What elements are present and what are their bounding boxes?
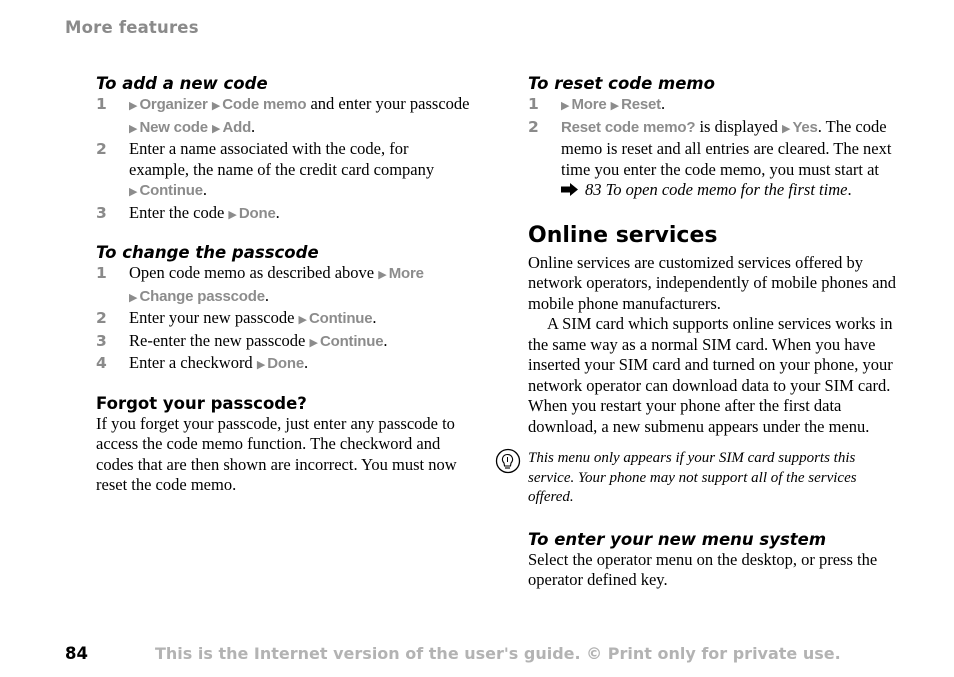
menu-item-label: Continue bbox=[139, 182, 203, 199]
step-text bbox=[129, 308, 471, 331]
menu-item-label: Continue bbox=[309, 310, 373, 327]
menu-item-label: Yes bbox=[792, 118, 818, 136]
step-number: 1 bbox=[96, 264, 107, 282]
menu-item-label: Organizer bbox=[139, 96, 208, 113]
menu-arrow-icon: ▶ bbox=[129, 100, 138, 112]
step-text bbox=[561, 117, 903, 201]
step-text bbox=[129, 139, 471, 203]
menu-arrow-icon: ▶ bbox=[129, 291, 138, 304]
menu-item-label: Reset code memo? bbox=[561, 118, 696, 136]
step-number: 2 bbox=[96, 140, 107, 158]
change-passcode-title: To change the passcode bbox=[96, 243, 319, 262]
note-text: This menu only appears if your SIM card supports this service. Your phone may not support all of the services offered. bbox=[528, 450, 857, 505]
step-text bbox=[129, 353, 471, 376]
step-item bbox=[528, 94, 903, 117]
menu-arrow-icon: ▶ bbox=[211, 100, 221, 112]
step-text-run: Enter a checkword bbox=[129, 353, 257, 372]
step-text-run: . bbox=[660, 94, 666, 113]
menu-arrow-icon: ▶ bbox=[129, 186, 138, 198]
menu-arrow-icon: ▶ bbox=[378, 269, 387, 281]
step-item bbox=[96, 353, 471, 376]
menu-arrow-icon: ▶ bbox=[781, 122, 791, 135]
reference-arrow-icon bbox=[561, 183, 579, 196]
menu-item-label: Code memo bbox=[222, 96, 307, 113]
step-text-run: . bbox=[275, 202, 280, 222]
step-text-run: . bbox=[383, 330, 388, 350]
menu-item-label: Add bbox=[222, 118, 252, 136]
add-code-title: To add a new code bbox=[96, 74, 268, 93]
step-text-run: Open code memo as described above bbox=[129, 263, 379, 282]
enter-menu-body: Select the operator menu on the desktop, or press the operator defined key. bbox=[528, 549, 878, 589]
change-passcode-steps bbox=[96, 263, 471, 376]
step-number: 2 bbox=[96, 309, 107, 327]
page-number: 84 bbox=[65, 644, 88, 663]
lightbulb-icon bbox=[495, 448, 521, 474]
online-services-para-2: A SIM card which supports online services works in the same way as a normal SIM card. When you have inserted your SIM card and turned on your phone, your network operator can download data to your SIM card. When you restart your phone after the first data download, a new submenu appears under the menu. bbox=[528, 314, 893, 436]
step-text-run: . bbox=[202, 180, 207, 199]
step-text bbox=[129, 263, 471, 308]
menu-arrow-icon: ▶ bbox=[129, 122, 138, 135]
step-text-run: Re-enter the new passcode bbox=[129, 330, 310, 350]
step-number: 1 bbox=[528, 95, 539, 113]
menu-arrow-icon: ▶ bbox=[256, 359, 266, 371]
footer-notice: This is the Internet version of the user's guide. © Print only for private use. bbox=[155, 644, 841, 663]
step-text-run: . bbox=[303, 353, 309, 372]
menu-item-label: Change passcode bbox=[139, 287, 265, 305]
step-text-run: Enter your new passcode bbox=[129, 308, 299, 327]
online-services-heading: Online services bbox=[528, 222, 718, 248]
step-text-run: and enter your passcode bbox=[306, 94, 470, 113]
step-text-run: . bbox=[264, 285, 269, 305]
step-text bbox=[561, 94, 903, 117]
menu-item-label: Reset bbox=[621, 96, 661, 113]
step-text-run: . The code memo is reset and all entries are cleared. The next time you enter the code memo, you must start at bbox=[561, 116, 892, 179]
menu-arrow-icon: ▶ bbox=[561, 100, 570, 112]
menu-arrow-icon: ▶ bbox=[309, 336, 318, 349]
reset-code-memo-title: To reset code memo bbox=[528, 74, 715, 93]
step-item bbox=[96, 139, 471, 203]
step-item bbox=[96, 94, 471, 139]
enter-menu-title: To enter your new menu system bbox=[528, 529, 827, 549]
menu-arrow-icon: ▶ bbox=[298, 314, 307, 326]
step-text-run: . bbox=[251, 116, 256, 136]
step-item bbox=[528, 117, 903, 201]
step-text-run: . bbox=[372, 308, 377, 327]
menu-item-label: Continue bbox=[319, 332, 384, 350]
forgot-passcode-body: If you forget your passcode, just enter any passcode to access the code memo function. The checkword and codes that are then shown are incorrect. You must now reset the code memo. bbox=[96, 413, 457, 494]
online-services-para-1: Online services are customized services offered by network operators, independently of mobile phones and mobile phone manufacturers. bbox=[528, 252, 896, 313]
step-text bbox=[129, 331, 471, 354]
step-text-run: . bbox=[847, 180, 852, 199]
menu-arrow-icon: ▶ bbox=[228, 208, 237, 221]
step-item bbox=[96, 263, 471, 308]
note bbox=[528, 449, 903, 508]
step-text-run: is displayed bbox=[695, 116, 782, 136]
step-text-run: Enter a name associated with the code, for example, the name of the credit card company bbox=[129, 139, 435, 179]
reset-code-memo-steps bbox=[528, 94, 903, 201]
step-item bbox=[96, 331, 471, 354]
menu-item-label: More bbox=[388, 265, 424, 282]
menu-arrow-icon: ▶ bbox=[212, 122, 221, 135]
step-text bbox=[129, 203, 471, 226]
cross-reference: 83 To open code memo for the first time bbox=[585, 180, 848, 199]
menu-arrow-icon: ▶ bbox=[610, 100, 620, 112]
menu-item-label: Done bbox=[267, 355, 304, 372]
step-number: 3 bbox=[96, 203, 107, 222]
add-code-steps bbox=[96, 94, 471, 225]
menu-item-label: Done bbox=[238, 204, 276, 222]
step-item bbox=[96, 308, 471, 331]
forgot-passcode-title: Forgot your passcode? bbox=[96, 393, 307, 413]
step-item bbox=[96, 203, 471, 226]
menu-item-label: New code bbox=[139, 118, 208, 136]
menu-item-label: More bbox=[571, 96, 607, 113]
step-number: 1 bbox=[96, 95, 107, 113]
step-number: 2 bbox=[528, 117, 539, 136]
section-header: More features bbox=[65, 18, 199, 37]
step-number: 4 bbox=[96, 354, 107, 372]
left-column bbox=[96, 74, 471, 496]
step-text-run: Enter the code bbox=[129, 202, 229, 222]
right-column bbox=[528, 74, 903, 591]
step-text bbox=[129, 94, 471, 139]
step-number: 3 bbox=[96, 331, 107, 350]
